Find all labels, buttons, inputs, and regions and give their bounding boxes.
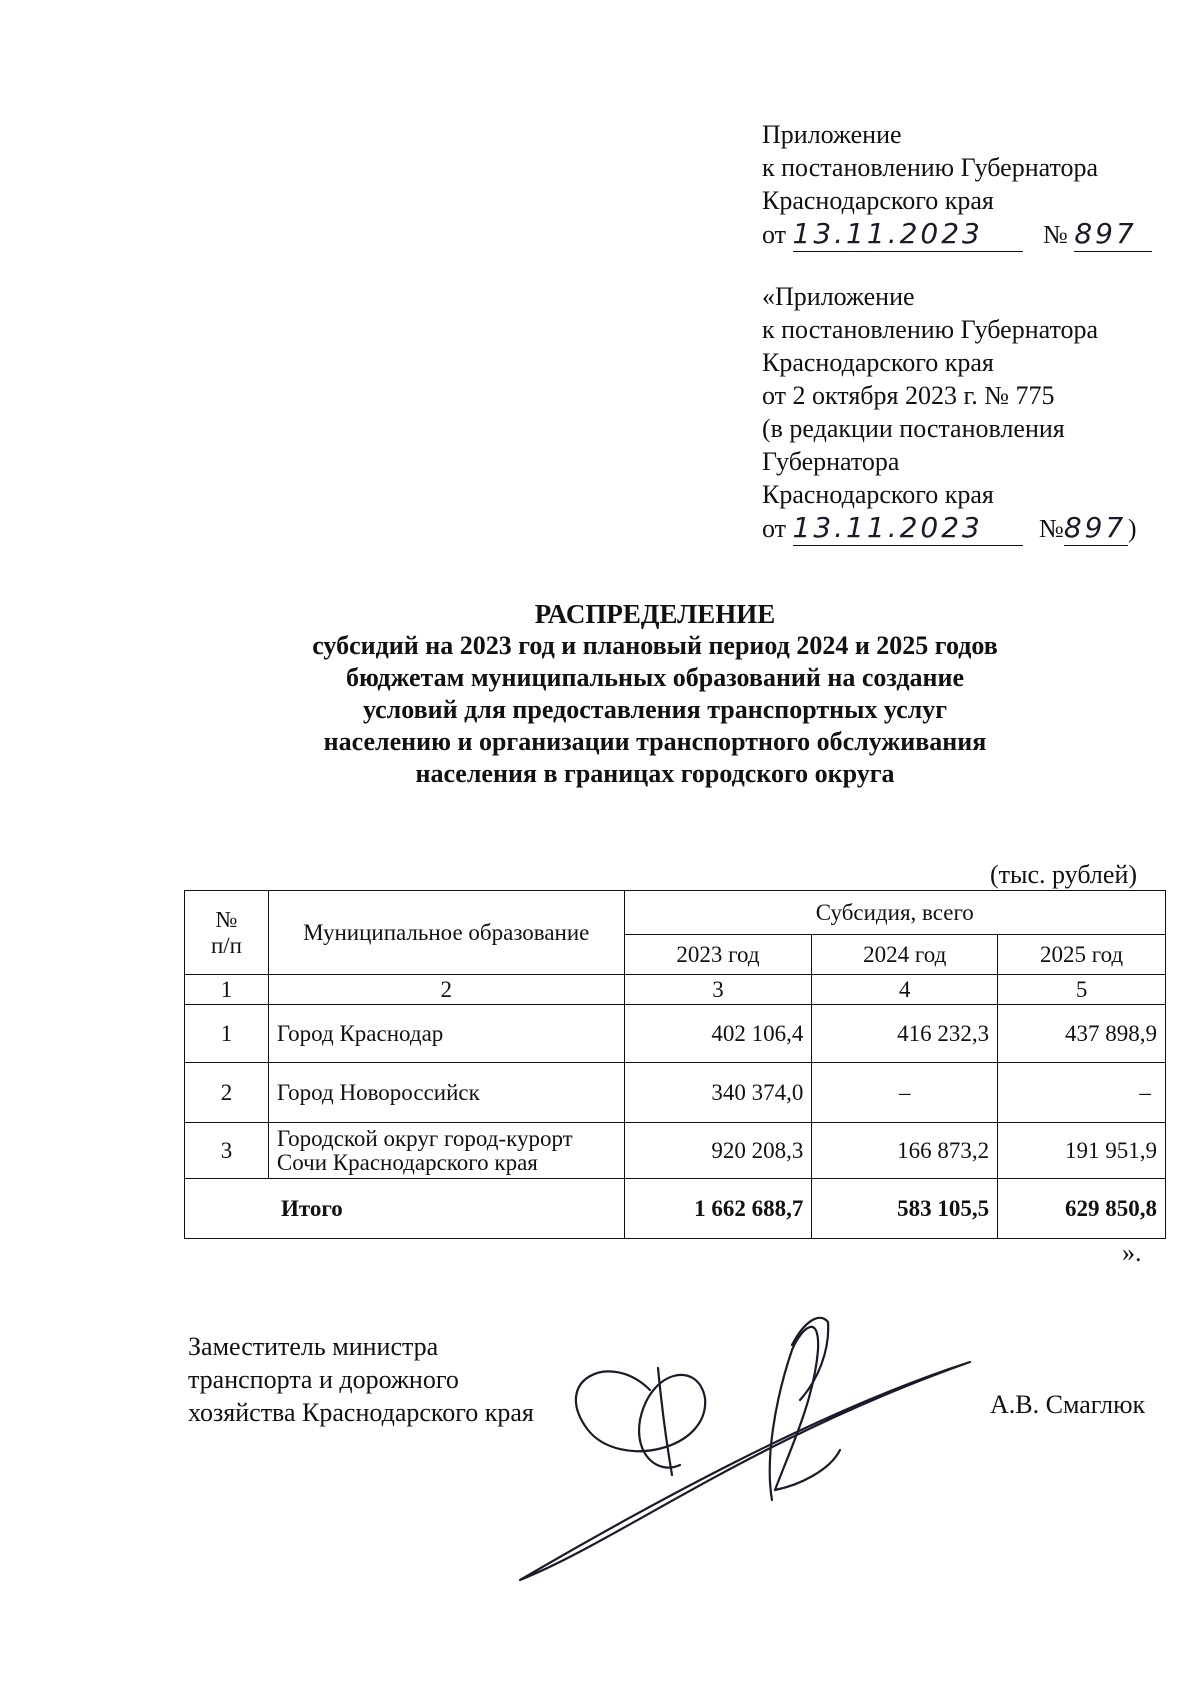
handwritten-number: 897 <box>1074 217 1137 250</box>
signatory-line-3: хозяйства Краснодарского края <box>188 1398 534 1427</box>
orig-handwritten-date: 13.11.2023 <box>792 511 983 544</box>
index-cell: 5 <box>998 975 1166 1005</box>
appendix-region: Краснодарского края <box>762 186 994 215</box>
orig-handwritten-number: 897 <box>1063 511 1127 544</box>
orig-appendix-ref: к постановлению Губернатора <box>762 315 1099 344</box>
year-2024-header: 2024 год <box>812 935 998 975</box>
orig-number-underline <box>1064 511 1128 546</box>
year-2023-header: 2023 год <box>624 935 812 975</box>
index-cell: 1 <box>185 975 269 1005</box>
appendix-date-line <box>762 217 1152 252</box>
orig-date-line <box>762 511 1137 546</box>
appendix-title: Приложение <box>762 120 902 149</box>
signature-stroke <box>775 1450 840 1490</box>
row-name-line-1: Городской округ город-курорт <box>276 1125 573 1151</box>
number-label: № <box>1043 220 1068 249</box>
total-value-2024: 583 105,5 <box>812 1179 998 1239</box>
orig-appendix-date: от 2 октября 2023 г. № 775 <box>762 381 1055 410</box>
table-total-row <box>185 1179 1166 1239</box>
orig-number-label: № <box>1039 514 1064 543</box>
signature-stroke <box>658 1368 672 1475</box>
appendix-header <box>762 118 1152 252</box>
row-name: Город Новороссийск <box>268 1063 624 1123</box>
row-name <box>268 1123 624 1179</box>
index-cell: 3 <box>624 975 812 1005</box>
original-appendix-header <box>762 280 1137 546</box>
handwritten-signature <box>500 1290 980 1590</box>
col-no-line-1: № <box>215 906 238 932</box>
col-subsidy-header: Субсидия, всего <box>624 891 1165 935</box>
title-line-4: населению и организации транспортного обслуживания <box>323 727 987 756</box>
table-index-row <box>185 975 1166 1005</box>
signatory-name: А.В. Смаглюк <box>990 1390 1146 1419</box>
table-header-row <box>185 891 1166 935</box>
row-name: Город Краснодар <box>268 1005 624 1063</box>
signatory-line-2: транспорта и дорожного <box>188 1365 459 1394</box>
signature-stroke <box>520 1362 970 1580</box>
table-row <box>185 1063 1166 1123</box>
row-value-2024: 416 232,3 <box>812 1005 998 1063</box>
signature-stroke <box>770 1327 818 1500</box>
total-value-2025: 629 850,8 <box>998 1179 1166 1239</box>
orig-appendix-title: «Приложение <box>762 282 915 311</box>
row-value-2023: 920 208,3 <box>624 1123 812 1179</box>
distribution-table <box>184 890 1166 1239</box>
row-value-2024: – <box>812 1063 998 1123</box>
signatory-position <box>188 1330 534 1429</box>
row-value-2023: 340 374,0 <box>624 1063 812 1123</box>
handwritten-date: 13.11.2023 <box>792 217 983 250</box>
title-line-5: населения в границах городского округа <box>415 759 895 788</box>
signatory-line-1: Заместитель министра <box>188 1332 439 1361</box>
row-value-2025: – <box>998 1063 1166 1123</box>
title-line-1: субсидий на 2023 год и плановый период 2024 и 2025 годов <box>312 631 998 660</box>
orig-appendix-region: Краснодарского края <box>762 348 994 377</box>
row-number: 2 <box>185 1063 269 1123</box>
index-cell: 2 <box>268 975 624 1005</box>
row-number: 3 <box>185 1123 269 1179</box>
total-label: Итого <box>185 1179 625 1239</box>
orig-governor: Губернатора <box>762 447 900 476</box>
col-name-header: Муниципальное образование <box>268 891 624 975</box>
orig-close-paren: ) <box>1127 514 1137 543</box>
number-underline <box>1074 217 1152 252</box>
document-title <box>0 598 1200 790</box>
signature-stroke <box>576 1371 705 1467</box>
title-line-2: бюджетам муниципальных образований на создание <box>345 663 965 692</box>
title-line-3: условий для предоставления транспортных услуг <box>362 695 948 724</box>
appendix-ref: к постановлению Губернатора <box>762 153 1099 182</box>
from-label: от <box>762 220 787 249</box>
table-row <box>185 1005 1166 1063</box>
total-value-2023: 1 662 688,7 <box>624 1179 812 1239</box>
table-row <box>185 1123 1166 1179</box>
index-cell: 4 <box>812 975 998 1005</box>
row-value-2024: 166 873,2 <box>812 1123 998 1179</box>
col-no-header <box>185 891 269 975</box>
row-value-2025: 191 951,9 <box>998 1123 1166 1179</box>
orig-region: Краснодарского края <box>762 480 994 509</box>
row-number: 1 <box>185 1005 269 1063</box>
date-underline <box>793 217 1023 252</box>
col-no-line-2: п/п <box>210 932 242 958</box>
orig-edition-note: (в редакции постановления <box>762 414 1065 443</box>
orig-date-underline <box>793 511 1023 546</box>
year-2025-header: 2025 год <box>998 935 1166 975</box>
orig-from-label: от <box>762 514 787 543</box>
title-heading: РАСПРЕДЕЛЕНИЕ <box>534 599 776 629</box>
units-label: (тыс. рублей) <box>990 860 1138 889</box>
closing-quote: ». <box>1122 1238 1142 1267</box>
row-name-line-2: Сочи Краснодарского края <box>276 1149 538 1175</box>
signature-stroke <box>792 1318 828 1400</box>
row-value-2025: 437 898,9 <box>998 1005 1166 1063</box>
row-value-2023: 402 106,4 <box>624 1005 812 1063</box>
